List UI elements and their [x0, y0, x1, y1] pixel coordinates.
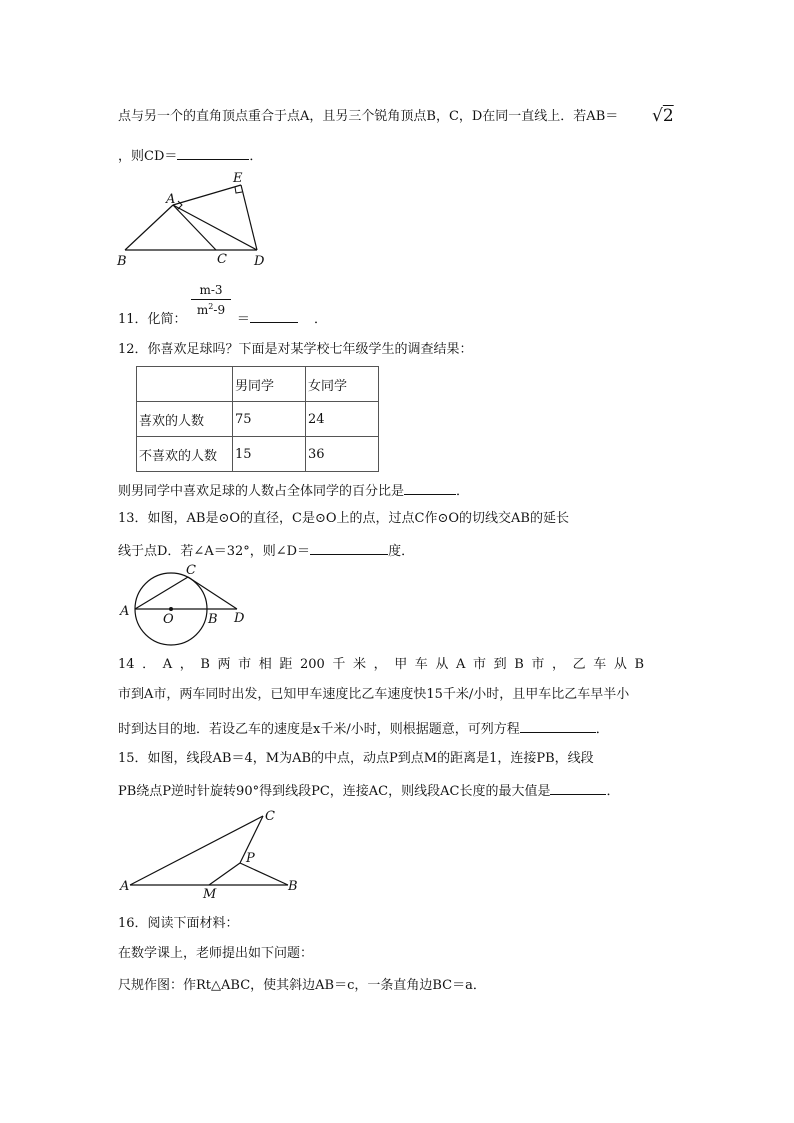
q16-line2: 在数学课上，老师提出如下问题：: [118, 946, 314, 961]
q10-line2: [118, 145, 262, 166]
q12-question-prefix: 则男同学中喜欢足球的人数占全体同学的百分比是: [118, 484, 405, 499]
sqrt-radicand: 2: [662, 106, 674, 126]
segment-AE: [173, 185, 241, 205]
segment-AC: [173, 205, 216, 250]
table-header-row: [137, 367, 379, 402]
segment-AB: [125, 205, 173, 250]
q15-figure: [118, 808, 308, 900]
label-A: A: [166, 192, 176, 207]
label-P: P: [246, 851, 255, 866]
q13-figure: [118, 563, 258, 628]
label-O: O: [163, 612, 174, 627]
table-header-girls: 女同学: [306, 367, 379, 402]
label-M: M: [203, 887, 217, 902]
table-row: [137, 437, 379, 472]
table-cell: 15: [233, 437, 306, 472]
q11-suffix: ．: [313, 312, 327, 327]
q15-line1: 15．如图，线段AB＝4，M为AB的中点，动点P到点M的距离是1，连接PB，线段: [118, 751, 594, 766]
table-cell: 喜欢的人数: [137, 402, 233, 437]
q11-fraction: [191, 283, 231, 317]
segment-ED: [241, 185, 257, 250]
q14-line1: 14．A，B两市相距200千米，甲车从A市到B市，乙车从B: [118, 657, 644, 672]
q14-line3-prefix: 时到达目的地．若设乙车的速度是x千米/小时，则根据题意，可列方程: [118, 722, 520, 737]
table-row: [137, 402, 379, 437]
q13-line1: 13．如图，AB是⊙O的直径，C是⊙O上的点，过点C作⊙O的切线交AB的延长: [118, 511, 569, 526]
label-B: B: [288, 879, 298, 894]
q15-line2-suffix: ．: [606, 784, 620, 799]
table-header-empty: [137, 367, 233, 402]
label-B: B: [208, 612, 218, 627]
label-C: C: [186, 563, 196, 578]
q10-answer-blank[interactable]: [177, 145, 249, 160]
tangent-CD: [188, 577, 237, 609]
segment-PB: [240, 863, 288, 885]
q16-line3: 尺规作图：作Rt△ABC，使其斜边AB＝c，一条直角边BC＝a．: [118, 978, 486, 993]
q14-line3-suffix: ．: [595, 722, 609, 737]
table-cell: 不喜欢的人数: [137, 437, 233, 472]
q14-line3: [118, 718, 609, 739]
q11-equals: ＝: [236, 312, 250, 327]
q10-line2-suffix: ．: [249, 149, 263, 164]
q11-answer-blank[interactable]: [250, 308, 298, 323]
fraction-numerator: m-3: [191, 283, 231, 300]
q12-answer-blank[interactable]: [404, 480, 456, 495]
q12-intro: 12．你喜欢足球吗？下面是对某学校七年级学生的调查结果：: [118, 342, 473, 357]
label-D: D: [234, 611, 245, 626]
q14-answer-blank[interactable]: [520, 718, 596, 733]
center-O-dot: [169, 607, 173, 611]
fraction-denominator: $m^2-9$: [196, 302, 226, 317]
q16-line1: 16．阅读下面材料：: [118, 916, 239, 931]
segment-AC: [135, 577, 188, 609]
q11-prefix: 11．化简：: [118, 312, 187, 327]
q10-figure: [115, 170, 275, 270]
q15-answer-blank[interactable]: [550, 780, 606, 795]
label-B: B: [117, 254, 127, 269]
label-D: D: [254, 254, 265, 269]
q14-line2: 市到A市，两车同时出发，已知甲车速度比乙车速度快15千米/小时，且甲车比乙车早半小: [118, 687, 630, 702]
q10-line2-prefix: ，则CD＝: [118, 149, 178, 164]
q13-answer-blank[interactable]: [310, 540, 388, 555]
table-cell: 75: [233, 402, 306, 437]
q12-question-suffix: ．: [456, 484, 470, 499]
survey-table: [136, 366, 379, 472]
label-C: C: [265, 809, 275, 824]
table-cell: 24: [306, 402, 379, 437]
q13-line2-suffix: 度．: [388, 544, 415, 559]
label-A: A: [120, 604, 130, 619]
table-header-boys: 男同学: [233, 367, 306, 402]
label-C: C: [217, 252, 227, 267]
q15-line2-prefix: PB绕点P逆时针旋转90°得到线段PC，连接AC，则线段AC长度的最大值是: [118, 784, 551, 799]
segment-AD: [173, 205, 257, 250]
sqrt-expression: √2: [652, 106, 674, 126]
label-A: A: [120, 879, 130, 894]
segment-MP: [209, 863, 240, 885]
q13-line2: [118, 540, 414, 561]
right-angle-mark-E: [235, 187, 242, 193]
q15-line2: [118, 780, 619, 801]
q13-line2-prefix: 线于点D．若∠A＝32°，则∠D＝: [118, 544, 311, 559]
q12-question: [118, 480, 469, 501]
label-E: E: [233, 171, 243, 186]
table-cell: 36: [306, 437, 379, 472]
segment-AC: [130, 816, 263, 885]
q10-line1: 点与另一个的直角顶点重合于点A，且另三个锐角顶点B，C，D在同一直线上．若AB＝: [118, 109, 619, 124]
